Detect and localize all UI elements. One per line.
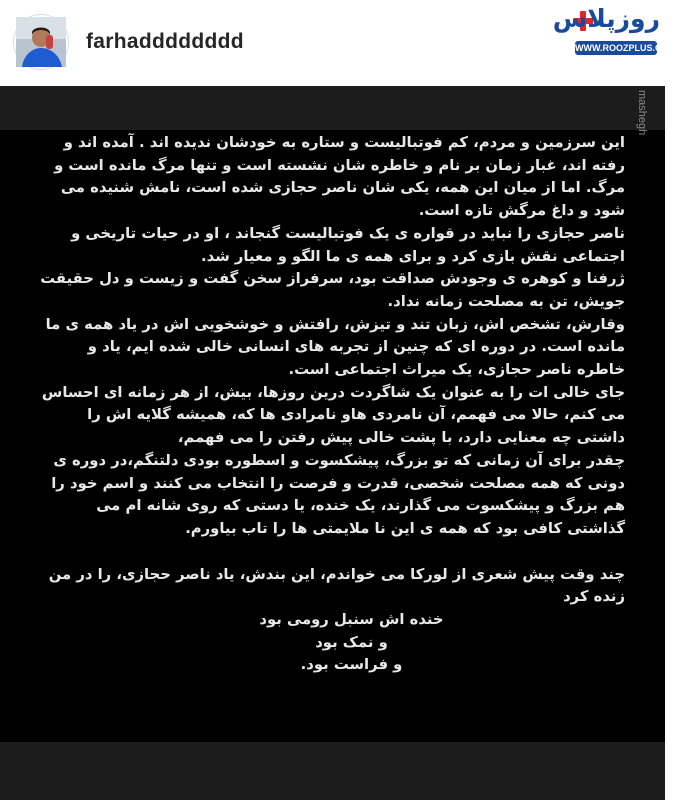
- username[interactable]: farhadddddddd: [86, 30, 244, 53]
- avatar[interactable]: [16, 17, 66, 67]
- paragraph: وقارش، تشخص اش، زبان تند و تیزش، رافتش و خوشخویی اش در یاد همه ی ما مانده است. در دوره ای که چنین از تجربه های انسانی خالی شده ایم، یاد و خاطره ناصر حجازی، یک میراث اجتماعی است.: [45, 315, 625, 379]
- logo-url: WWW.ROOZPLUS.COM: [575, 43, 676, 53]
- post-bottom-band: [0, 742, 665, 800]
- paragraph: ناصر حجازی را نباید در قواره ی یک فوتبالیست گنجاند ، او در حیات تاریخی و اجتماعی نقش بازی کرد و برای همه ی ما الگو و معیار شد.: [71, 224, 625, 265]
- paragraph: چقدر برای آن زمانی که تو بزرگ، پیشکسوت و اسطوره بودی دلتنگم،در دوره ی دونی که همه مصلحت شخصی، قدرت و فرصت را انتخاب می کنند و اسم خود را هم بزرگ و پیشکسوت می گذارند، یک خنده، یا دستی که روی شانه ام می گذاشتی کافی بود که همه ی این نا ملایمتی ها را تاب بیاورم.: [51, 451, 625, 537]
- logo-brand-text: روزپلاس: [552, 4, 660, 33]
- roozplus-logo: [552, 4, 676, 56]
- profile-avatar-icon: [16, 17, 66, 67]
- poem-line: و فراست بود.: [300, 656, 403, 674]
- post-image: [0, 86, 665, 800]
- post-top-band: [0, 86, 665, 130]
- paragraph: ژرفنا و کوهره ی وجودش صداقت بود، سرفراز سخن گفت و زیست و دل حقیقت جویش، تن به مصلحت زمانه نداد.: [40, 270, 625, 310]
- post-body-text: [40, 132, 625, 677]
- watermark: mashegh: [636, 90, 648, 136]
- paragraph: این سرزمین و مردم، کم فوتبالیست و ستاره به خودشان ندیده اند . آمده اند و رفته اند، غبار زمان بر نام و خاطره شان نشسته است و تنها مرگ مانده است و مرگ. اما از میان این همه، یکی شان ناصر حجازی شده است، نامش شنیده می شود و داغ مرگش تازه است.: [54, 134, 625, 220]
- poem-line: خنده اش سنبل رومی بود: [259, 611, 444, 629]
- poem-intro: چند وقت پیش شعری از لورکا می خواندم، این بندش، یاد ناصر حجازی، را در من زنده کرد: [48, 565, 625, 606]
- poem-line: و نمک بود: [315, 633, 388, 651]
- spacer: [40, 541, 625, 564]
- paragraph: جای خالی ات را به عنوان یک شاگردت درین روزها، بیش، از هر زمانه ای احساس می کنم، حالا می فهمم، آن نامردی هاو نامرادی ها که، همیشه گلایه اش را داشتی چه معنایی دارد، با پشت خالی پیش رفتن را می فهمم،: [41, 383, 625, 447]
- post-header: [0, 0, 676, 86]
